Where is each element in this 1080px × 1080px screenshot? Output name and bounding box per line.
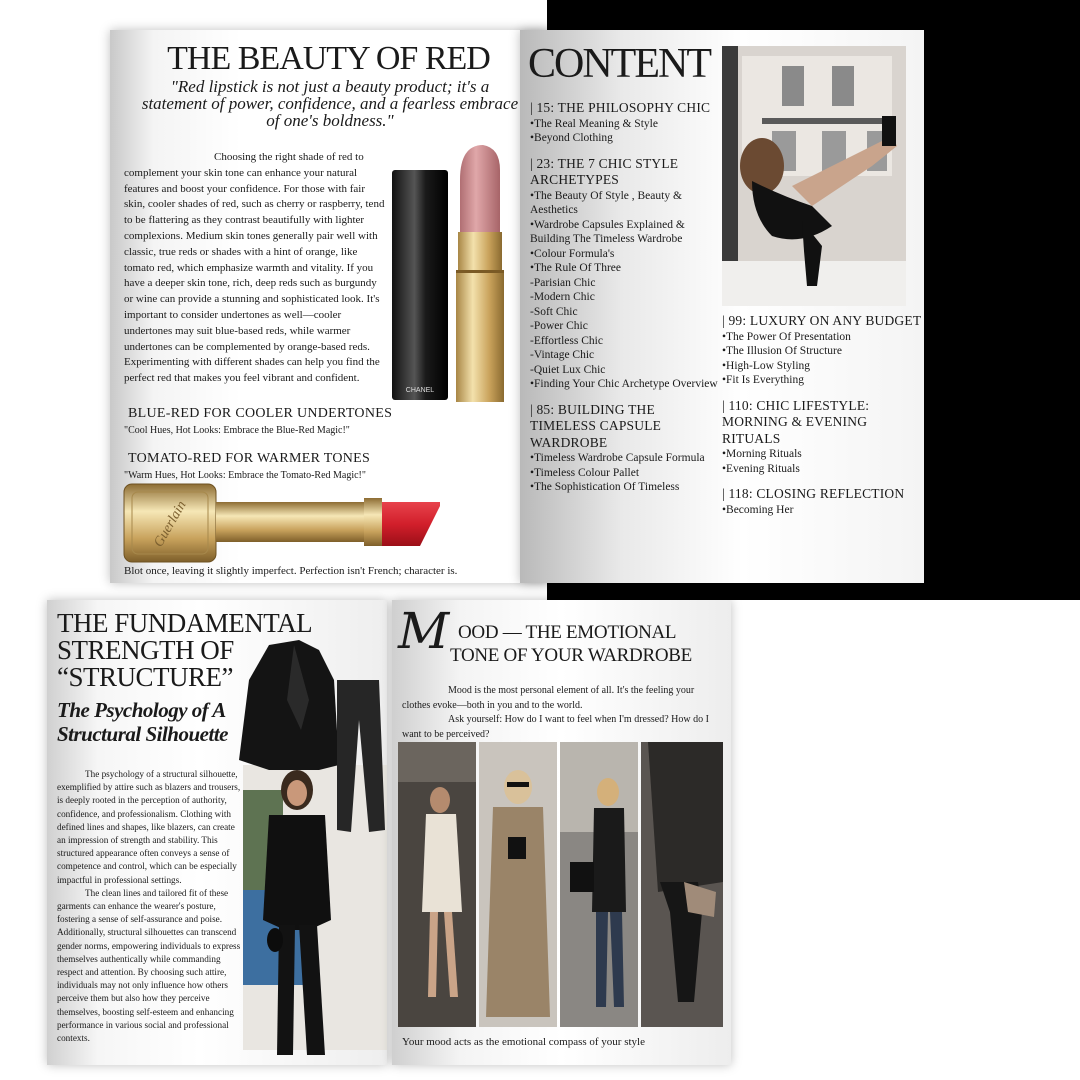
- street-photo-4: [641, 742, 723, 1027]
- page-mood: [392, 600, 731, 1065]
- page-contents: [520, 30, 924, 583]
- toc-item: •Evening Rituals: [722, 462, 800, 475]
- toc-item: •Morning Rituals: [722, 448, 802, 460]
- toc-section[interactable]: [530, 402, 720, 495]
- toc-item: -Modern Chic: [530, 291, 595, 303]
- toc-item: -Soft Chic: [530, 305, 578, 318]
- chanel-lipstick-image: [388, 140, 523, 405]
- toc-item: -Vintage Chic: [530, 349, 595, 361]
- street-photo-3: [560, 742, 638, 1027]
- page-caption: Your mood acts as the emotional compass of your style: [402, 1036, 645, 1048]
- toc-item: •Beyond Clothing: [530, 132, 613, 144]
- guerlain-lipstick-image: [120, 480, 440, 565]
- toc-section[interactable]: [722, 398, 922, 477]
- blue-red-tagline: "Cool Hues, Hot Looks: Embrace the Blue-Red Magic!": [124, 425, 350, 436]
- toc-right-column: [722, 313, 922, 527]
- toc-item: •Finding Your Chic Archetype Overview: [530, 378, 718, 390]
- toc-heading: | 23: THE 7 CHIC STYLE ARCHETYPES: [530, 155, 679, 187]
- paragraph: The psychology of a structural silhouette, exemplified by attire such as blazers and trousers, is deeply rooted in the perception of authority, confidence, and professionalism. Clothing with defined lines and shapes, like blazers, can create an impression of strength and stability. This structured appearance often conveys a sense of competence and control, which can be especially impactful in professional settings.: [57, 769, 241, 885]
- paragraph: Ask yourself: How do I want to feel when I'm dressed? How do I want to be perceived?: [402, 714, 709, 740]
- toc-left-column: [530, 100, 720, 505]
- page-structure: [47, 600, 387, 1065]
- paragraph: The clean lines and tailored fit of these garments can enhance the wearer's posture, fostering a sense of self-assurance and poise. Additionally, structural silhouettes can transcend gender norms, empowering individuals to express themselves authentically while commanding respect and attention. By choosing such attire, individuals may not only influence how others perceive them but also how they perceive themselves, boosting self-esteem and enhancing performance in various social and professional contexts.: [57, 887, 241, 1044]
- toc-heading: | 99: LUXURY ON ANY BUDGET: [722, 313, 922, 328]
- toc-item: -Power Chic: [530, 320, 588, 332]
- toc-item: •The Illusion Of Structure: [722, 345, 842, 357]
- paragraph: Mood is the most personal element of all. It's the feeling your clothes evoke—both in you and to the world.: [402, 685, 695, 711]
- toc-section[interactable]: [530, 156, 720, 392]
- page-beauty-of-red: [110, 30, 547, 583]
- toc-heading: | 110: CHIC LIFESTYLE: MORNING & EVENING RITUALS: [722, 397, 870, 446]
- page-caption: Blot once, leaving it slightly imperfect. Perfection isn't French; character is.: [124, 565, 458, 577]
- street-photo-2: [479, 742, 557, 1027]
- toc-heading: | 85: BUILDING THE TIMELESS CAPSULE WARDROBE: [530, 401, 662, 450]
- body-text: [402, 684, 722, 742]
- page-subtitle: [57, 698, 228, 746]
- toc-item: •Becoming Her: [722, 503, 794, 516]
- toc-item: •The Power Of Presentation: [722, 330, 851, 343]
- toc-item: -Quiet Lux Chic: [530, 363, 606, 376]
- toc-item: •The Rule Of Three: [530, 262, 621, 274]
- toc-item: -Parisian Chic: [530, 276, 596, 289]
- toc-item: -Effortless Chic: [530, 334, 603, 347]
- toc-section[interactable]: [722, 486, 922, 517]
- title-script-initial: M: [398, 602, 450, 660]
- toc-item: •The Sophistication Of Timeless: [530, 481, 680, 493]
- chanel-brand-mark: CHANEL: [405, 387, 435, 394]
- toc-item: •Fit Is Everything: [722, 374, 804, 386]
- title-line: THE FUNDAMENTAL: [57, 608, 313, 638]
- toc-item: •Wardrobe Capsules Explained & Building The Timeless Wardrobe: [530, 218, 685, 245]
- toc-item: •Timeless Colour Pallet: [530, 466, 640, 479]
- toc-item: •Timeless Wardrobe Capsule Formula: [530, 452, 705, 464]
- title-line: “STRUCTURE”: [57, 662, 233, 692]
- toc-heading: | 118: CLOSING REFLECTION: [722, 486, 905, 501]
- page-title-line2: TONE OF YOUR WARDROBE: [450, 645, 692, 666]
- page-title: CONTENT: [528, 41, 710, 87]
- toc-item: •The Real Meaning & Style: [530, 117, 658, 130]
- body-text: [57, 768, 243, 1045]
- tomato-red-heading: TOMATO-RED FOR WARMER TONES: [128, 451, 371, 466]
- subtitle-line: The Psychology of A: [57, 698, 226, 722]
- body-text: Choosing the right shade of red to complement your skin tone can enhance your natural features and boost your confidence. For those with fair skin, cooler shades of red, such as cherry or raspberry, tend to be flattering as they contrast beautifully with lighter complexions. Medium skin tones generally pair well with classic, true reds or shades with a hint of orange, like tomato red, which emphasize warmth and vitality. If you have a deeper skin tone, rich, deep reds such as burgundy or wine can provide a stunning and sophisticated look. It's important to consider undertones as well—cooler undertones may suit blue-based reds, while warmer undertones can be complemented by orange-based reds. Experimenting with different shades can help you find the perfect red that makes you feel vibrant and confident.: [124, 151, 385, 385]
- blue-red-heading: BLUE-RED FOR COOLER UNDERTONES: [128, 406, 393, 421]
- pull-quote: "Red lipstick is not just a beauty product; it's a statement of power, confidence, and a fearless embrace of one's boldness.": [141, 77, 519, 130]
- window-sitting-photo: [722, 46, 906, 306]
- toc-section[interactable]: [530, 100, 720, 146]
- toc-section[interactable]: [722, 313, 922, 388]
- page-title: OOD — THE EMOTIONAL: [458, 622, 677, 643]
- toc-item: •Colour Formula's: [530, 247, 615, 260]
- blazer-suit-image: [239, 640, 387, 1065]
- guerlain-brand-mark: Guerlain: [151, 498, 190, 550]
- street-photo-1: [398, 742, 476, 1027]
- tomato-red-tagline: "Warm Hues, Hot Looks: Embrace the Tomato-Red Magic!": [124, 470, 366, 481]
- subtitle-line: Structural Silhouette: [57, 722, 228, 746]
- street-style-collage: [398, 742, 723, 1027]
- toc-heading: | 15: THE PHILOSOPHY CHIC: [530, 100, 711, 115]
- toc-item: •The Beauty Of Style , Beauty & Aesthetics: [530, 189, 682, 216]
- title-line: STRENGTH OF: [57, 635, 234, 665]
- toc-item: •High-Low Styling: [722, 359, 811, 372]
- page-title: THE BEAUTY OF RED: [167, 40, 490, 77]
